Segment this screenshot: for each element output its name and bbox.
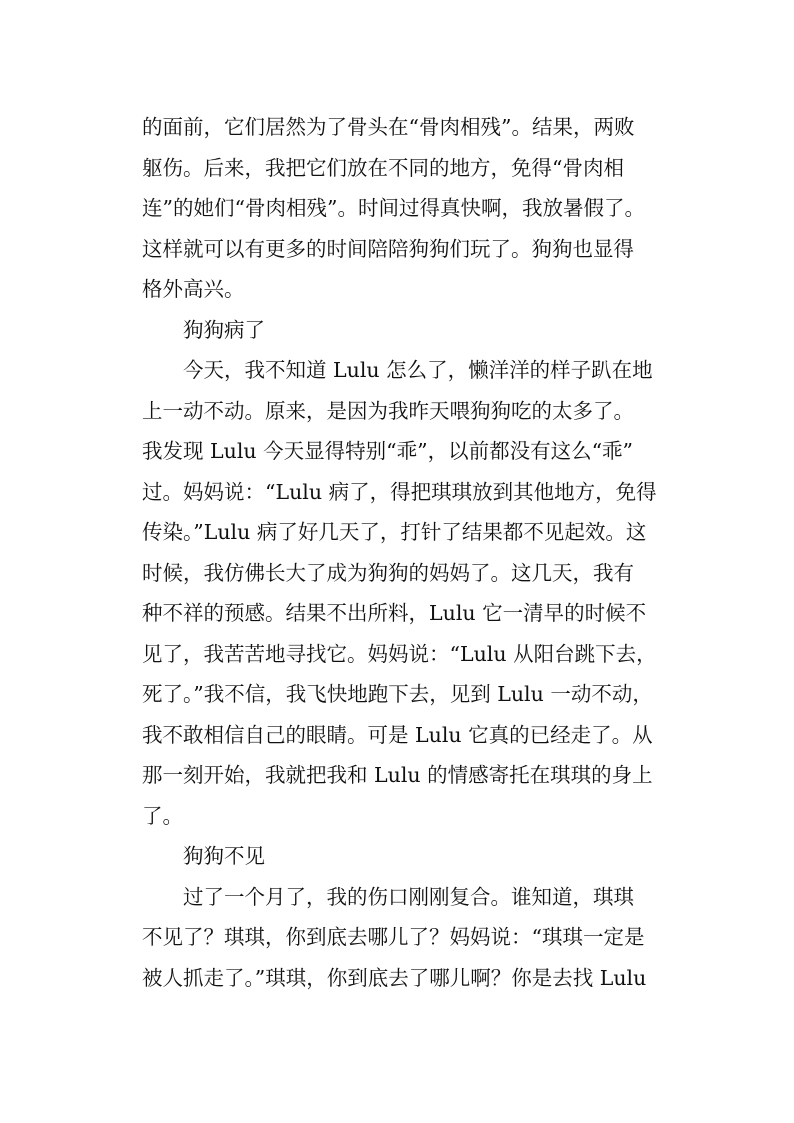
text-line: 上一动不动。原来，是因为我昨天喂狗狗吃的太多了。 xyxy=(142,398,634,423)
text-line: 躯伤。后来，我把它们放在不同的地方，免得“骨肉相 xyxy=(142,155,624,180)
text-line: 那一刻开始，我就把我和 Lulu 的情感寄托在琪琪的身上 xyxy=(142,763,653,787)
text-line: 见了，我苦苦地寻找它。妈妈说：“Lulu 从阳台跳下去， xyxy=(142,641,657,666)
text-line: 这样就可以有更多的时间陪陪狗狗们玩了。狗狗也显得 xyxy=(142,236,634,261)
text-line: 今天，我不知道 Lulu 怎么了，懒洋洋的样子趴在地 xyxy=(183,358,653,382)
text-line: 不见了？琪琪，你到底去哪儿了？妈妈说：“琪琪一定是 xyxy=(142,925,645,949)
text-line: 了。 xyxy=(142,803,183,828)
text-line: 种不祥的预感。结果不出所料，Lulu 它一清早的时候不 xyxy=(142,601,647,625)
text-line: 过。妈妈说：“Lulu 病了，得把琪琪放到其他地方，免得 xyxy=(142,479,657,504)
text-line: 死了。”我不信，我飞快地跑下去，见到 Lulu 一动不动， xyxy=(142,682,653,706)
document-body xyxy=(142,107,682,998)
section-heading: 狗狗不见 xyxy=(183,844,265,868)
text-line: 被人抓走了。”琪琪，你到底去了哪儿啊？你是去找 Lulu xyxy=(142,965,647,990)
text-line: 我发现 Lulu 今天显得特别“乖”，以前都没有这么“乖” xyxy=(142,439,634,463)
text-line: 连”的她们“骨肉相残”。时间过得真快啊，我放暑假了。 xyxy=(142,196,645,220)
text-line: 格外高兴。 xyxy=(142,277,245,301)
text-line: 传染。”Lulu 病了好几天了，打针了结果都不见起效。这 xyxy=(142,520,647,544)
section-heading: 狗狗病了 xyxy=(183,317,265,342)
text-line: 我不敢相信自己的眼睛。可是 Lulu 它真的已经走了。从 xyxy=(142,722,653,747)
text-line: 时候，我仿佛长大了成为狗狗的妈妈了。这几天，我有 xyxy=(142,560,634,585)
text-line: 过了一个月了，我的伤口刚刚复合。谁知道，琪琪 xyxy=(183,884,634,909)
text-line: 的面前，它们居然为了骨头在“骨肉相残”。结果，两败 xyxy=(142,115,635,139)
